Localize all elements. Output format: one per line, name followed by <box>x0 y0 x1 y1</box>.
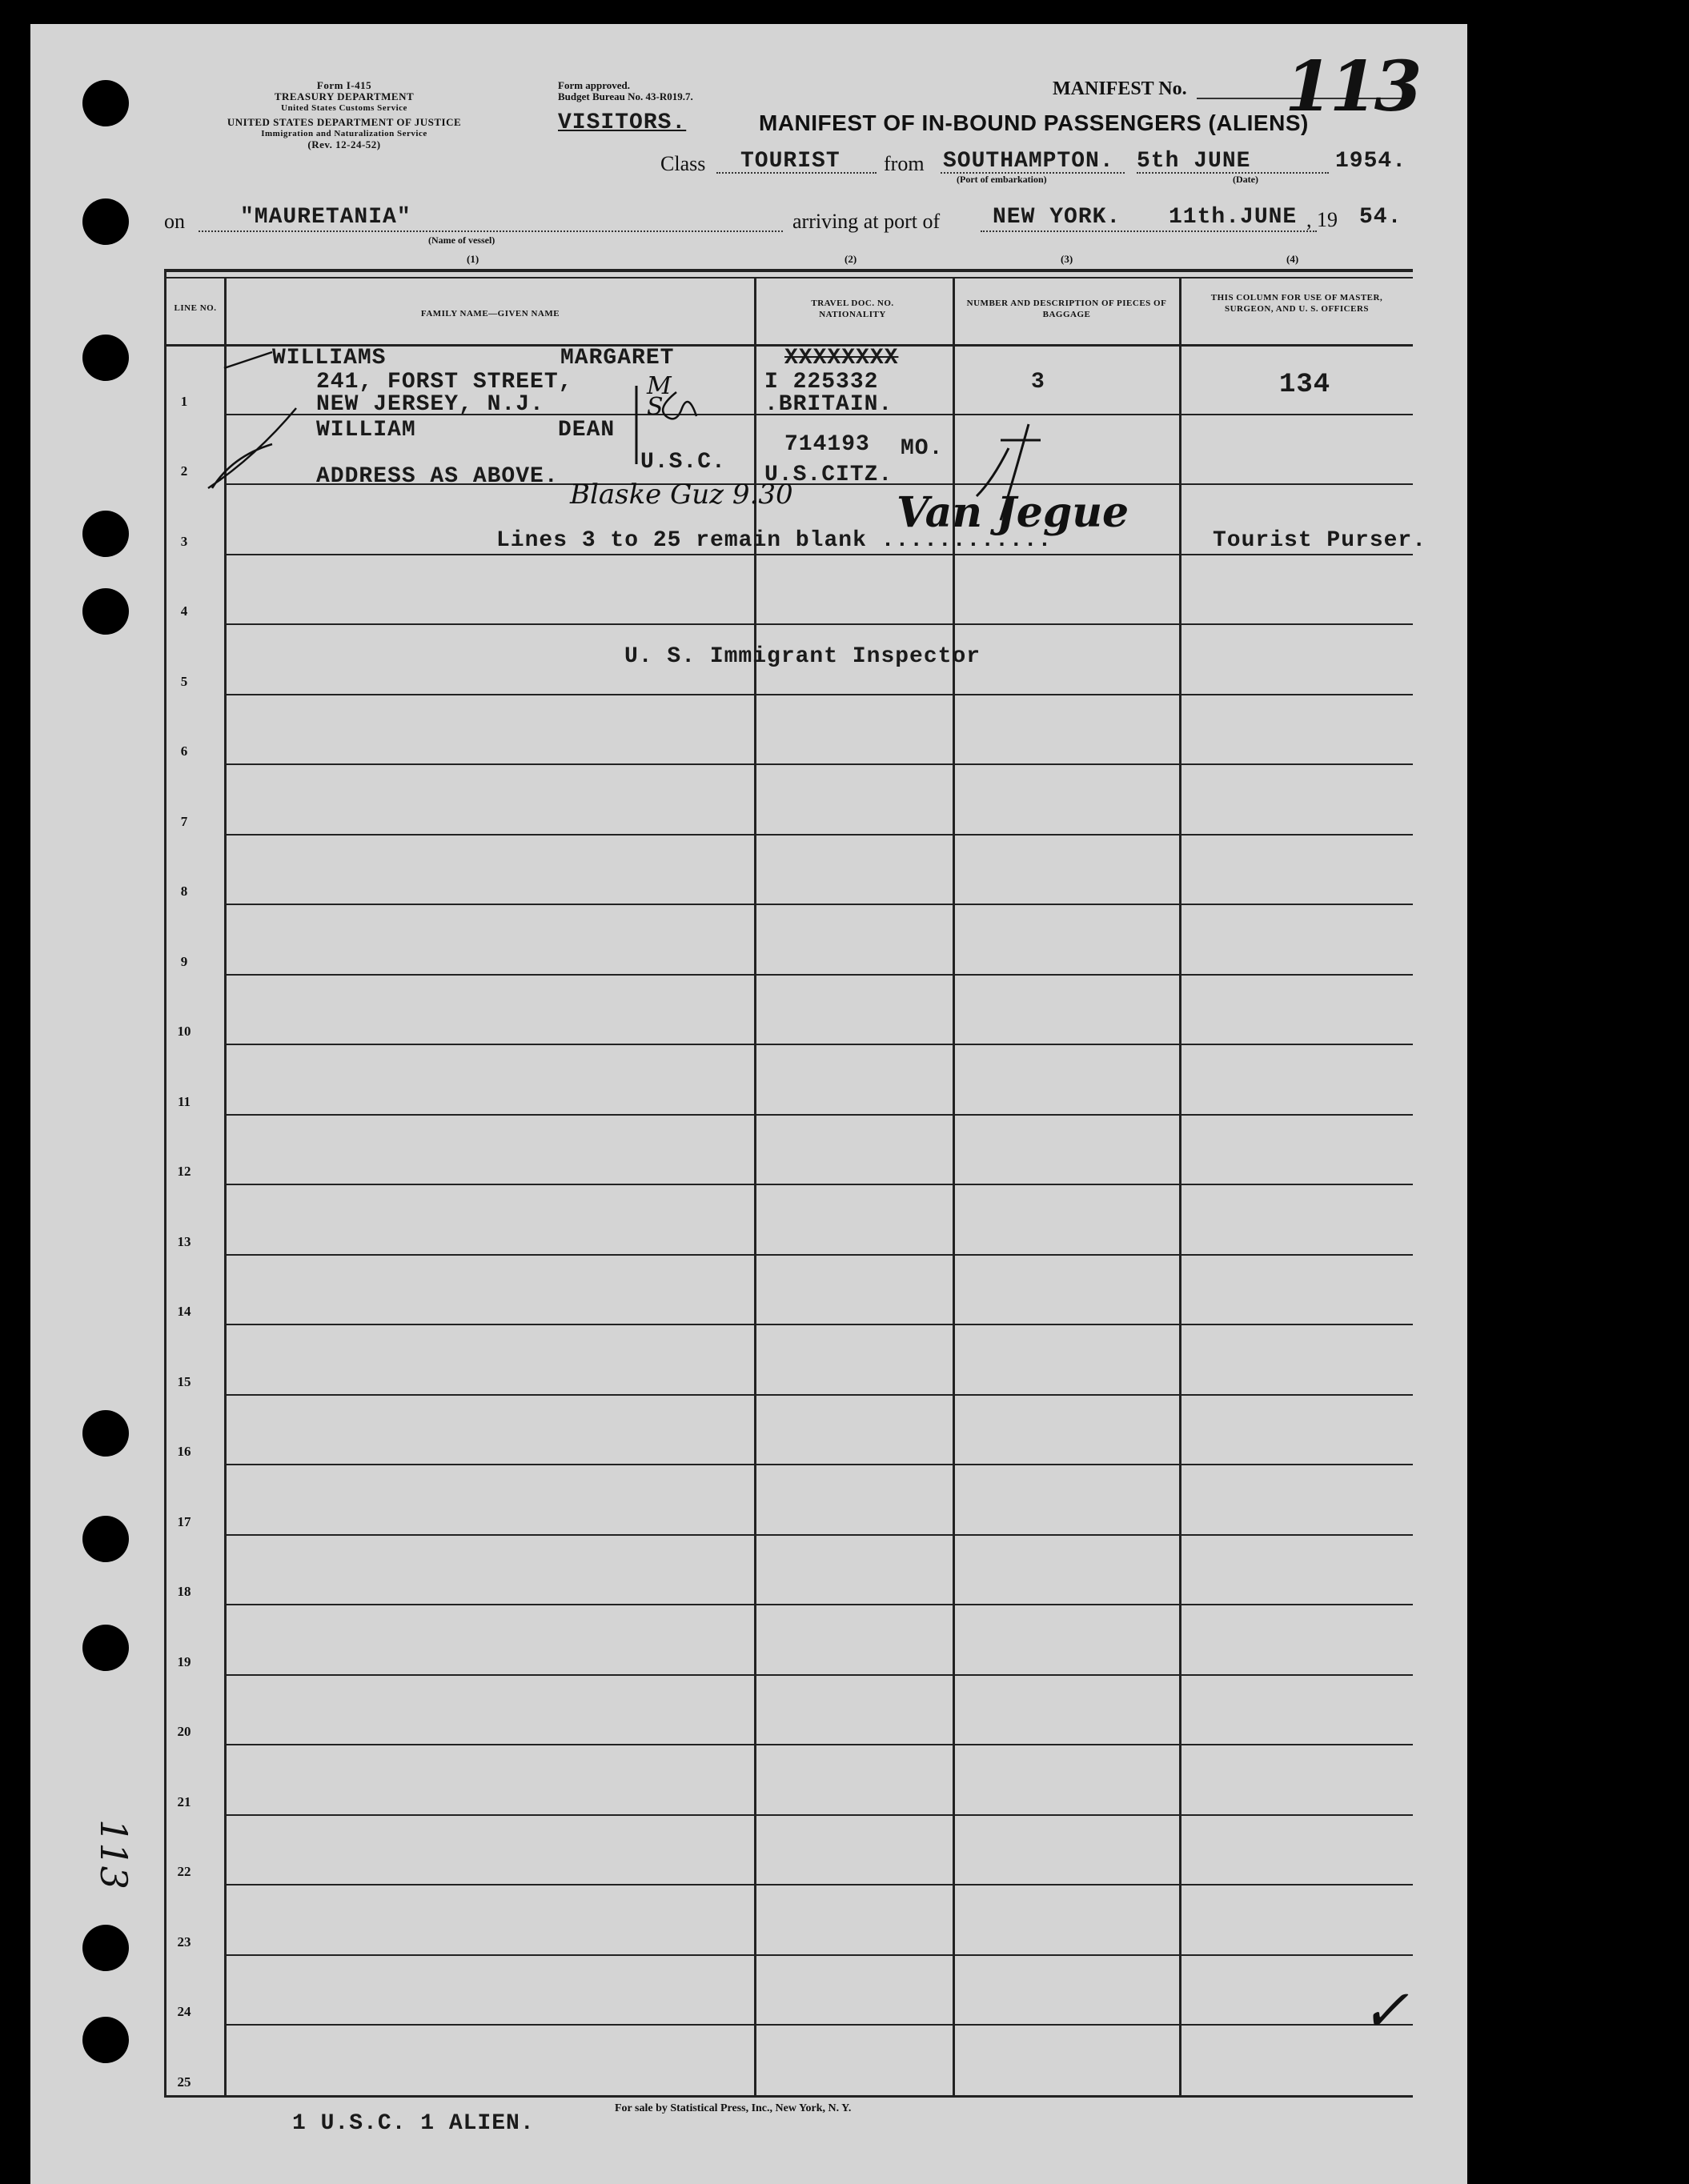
approval-block <box>558 80 693 102</box>
binder-hole <box>82 335 129 381</box>
p2-mo: MO. <box>901 436 944 461</box>
ins-service: Immigration and Naturalization Service <box>261 129 427 138</box>
binder-hole <box>82 1625 129 1671</box>
customs-service: United States Customs Service <box>281 103 407 113</box>
row-rule <box>224 1884 1413 1885</box>
row-rule <box>224 904 1413 905</box>
manifest-number-label: MANIFEST No. <box>1053 78 1187 99</box>
approval-line2: Budget Bureau No. 43-R019.7. <box>558 90 693 102</box>
vessel-field <box>199 230 783 232</box>
passenger-summary: 1 U.S.C. 1 ALIEN. <box>292 2111 535 2136</box>
approval-line1: Form approved. <box>558 79 631 91</box>
from-label: from <box>884 152 925 175</box>
arrival-year: 54. <box>1359 205 1402 230</box>
p2-travel-doc: 714193 <box>784 432 870 457</box>
manifest-title: MANIFEST OF IN-BOUND PASSENGERS (ALIENS) <box>759 110 1309 135</box>
row-rule <box>224 1674 1413 1676</box>
embark-date: 5th JUNE <box>1137 149 1251 174</box>
row-number: 24 <box>177 2004 191 2019</box>
column-number: (1) <box>467 253 479 265</box>
row-number: 23 <box>177 1934 191 1950</box>
row-number: 20 <box>177 1724 191 1739</box>
row-number: 6 <box>180 743 188 759</box>
row-number: 18 <box>177 1584 191 1599</box>
p1-baggage: 3 <box>1031 370 1045 395</box>
row-number: 9 <box>180 953 188 969</box>
row-number: 14 <box>177 1304 191 1319</box>
header-name: FAMILY NAME—GIVEN NAME <box>420 309 560 319</box>
arrival-date: 11th.JUNE <box>1169 205 1298 230</box>
binder-hole <box>82 588 129 635</box>
row-rule <box>224 623 1413 625</box>
form-id-block <box>160 80 528 150</box>
row-number: 21 <box>177 1793 191 1809</box>
row-number: 5 <box>180 673 188 689</box>
table-top-border <box>164 269 1413 272</box>
arrival-year-prefix: , 19 <box>1306 208 1338 231</box>
p2-given-name: DEAN <box>558 418 616 443</box>
form-revision: (Rev. 12-24-52) <box>307 138 381 150</box>
row-rule <box>224 1324 1413 1325</box>
p1-family-name: WILLIAMS <box>272 346 387 371</box>
row-rule <box>224 1814 1413 1816</box>
row-rule <box>224 1534 1413 1536</box>
vessel-name: "MAURETANIA" <box>240 205 411 230</box>
vessel-caption: (Name of vessel) <box>428 234 495 246</box>
column-number: (4) <box>1286 253 1299 265</box>
row-rule <box>224 1184 1413 1185</box>
p1-address-line1: 241, FORST STREET, <box>316 370 573 395</box>
p1-address-line2: NEW JERSEY, N.J. <box>316 392 544 417</box>
row-rule <box>224 1254 1413 1256</box>
justice-dept: UNITED STATES DEPARTMENT OF JUSTICE <box>227 116 462 128</box>
row-rule <box>224 1114 1413 1116</box>
arrival-field <box>981 230 1317 232</box>
row-number: 10 <box>177 1024 191 1039</box>
arrival-port: NEW YORK. <box>993 205 1121 230</box>
binder-hole <box>82 80 129 126</box>
p2-nationality: U.S.CITZ. <box>764 463 893 487</box>
row-number: 19 <box>177 1653 191 1669</box>
row-number: 4 <box>180 603 188 619</box>
binder-hole <box>82 2017 129 2063</box>
row-number: 7 <box>180 813 188 829</box>
binder-hole <box>82 1410 129 1457</box>
binder-hole <box>82 198 129 245</box>
row-number: 1 <box>180 393 188 409</box>
table-bottom-border <box>164 2095 1413 2098</box>
purser-title: Tourist Purser. <box>1213 528 1427 553</box>
date-caption: (Date) <box>1233 174 1258 185</box>
handwritten-note: Blaske Guz 9.30 <box>570 479 793 511</box>
row-rule <box>224 1954 1413 1956</box>
visitors-label: VISITORS. <box>558 110 687 135</box>
p1-travel-doc-struck: XXXXXXXX <box>784 346 899 371</box>
arriving-label: arriving at port of <box>792 210 941 233</box>
row-number: 22 <box>177 1864 191 1879</box>
treasury-dept: TREASURY DEPARTMENT <box>274 90 415 102</box>
row-number: 11 <box>177 1093 191 1109</box>
embark-year: 1954. <box>1335 149 1407 174</box>
p2-family-name: WILLIAM <box>316 418 416 443</box>
p2-address: ADDRESS AS ABOVE. <box>316 464 559 489</box>
inspector-title: U. S. Immigrant Inspector <box>624 644 981 669</box>
row-number: 12 <box>177 1164 191 1179</box>
row-number: 2 <box>180 463 188 479</box>
header-baggage: NUMBER AND DESCRIPTION OF PIECES OF BAGGAGE <box>966 299 1167 319</box>
bracket-stroke <box>208 352 296 488</box>
row-rule <box>224 834 1413 836</box>
row-rule <box>224 974 1413 976</box>
purser-signature: Van Jegue <box>897 488 1129 537</box>
manifest-number-handwritten: 113 <box>1285 46 1419 127</box>
row-number: 3 <box>180 533 188 549</box>
handwritten-initials: M S <box>647 372 672 421</box>
row-rule <box>224 2024 1413 2026</box>
port-caption: (Port of embarkation) <box>957 174 1047 185</box>
on-label: on <box>164 210 185 233</box>
row-number: 8 <box>180 884 188 899</box>
class-value: TOURIST <box>740 149 840 174</box>
column-number: (3) <box>1061 253 1073 265</box>
row-number: 16 <box>177 1444 191 1459</box>
p1-officer-number: 134 <box>1279 370 1331 400</box>
table-top-border-inner <box>164 277 1413 279</box>
printer-credit: For sale by Statistical Press, Inc., New York, N. Y. <box>615 2102 852 2114</box>
row-rule <box>224 1464 1413 1465</box>
row-number: 13 <box>177 1233 191 1249</box>
header-travel-doc: TRAVEL DOC. NO. NATIONALITY <box>811 299 894 319</box>
row-rule <box>224 1044 1413 1045</box>
class-label: Class <box>660 152 706 175</box>
p1-given-name: MARGARET <box>560 346 675 371</box>
blank-lines-note: Lines 3 to 25 remain blank ............ <box>496 528 1053 553</box>
p1-nationality: .BRITAIN. <box>764 392 893 417</box>
binder-hole <box>82 1516 129 1562</box>
binder-hole <box>82 511 129 557</box>
p2-citizenship: U.S.C. <box>640 450 726 475</box>
binder-hole <box>82 1925 129 1971</box>
p1-travel-doc: I 225332 <box>764 370 879 395</box>
handwritten-marks <box>176 336 1457 600</box>
row-number: 15 <box>177 1373 191 1389</box>
embark-port: SOUTHAMPTON. <box>943 149 1114 174</box>
row-rule <box>224 1744 1413 1745</box>
header-officers: THIS COLUMN FOR USE OF MASTER, SURGEON, AND U. S. OFFICERS <box>1210 293 1383 314</box>
form-number: Form I-415 <box>316 79 372 91</box>
row-rule <box>224 1604 1413 1605</box>
row-rule <box>224 763 1413 765</box>
check-mark: ✓ <box>1361 1977 1410 2044</box>
margin-note: 113 <box>91 1819 135 1889</box>
row-rule <box>224 694 1413 695</box>
row-rule <box>224 1394 1413 1396</box>
column-number: (2) <box>844 253 857 265</box>
row-number: 17 <box>177 1513 191 1529</box>
row-number: 25 <box>177 2074 191 2090</box>
header-line-no: LINE NO. <box>174 303 217 313</box>
